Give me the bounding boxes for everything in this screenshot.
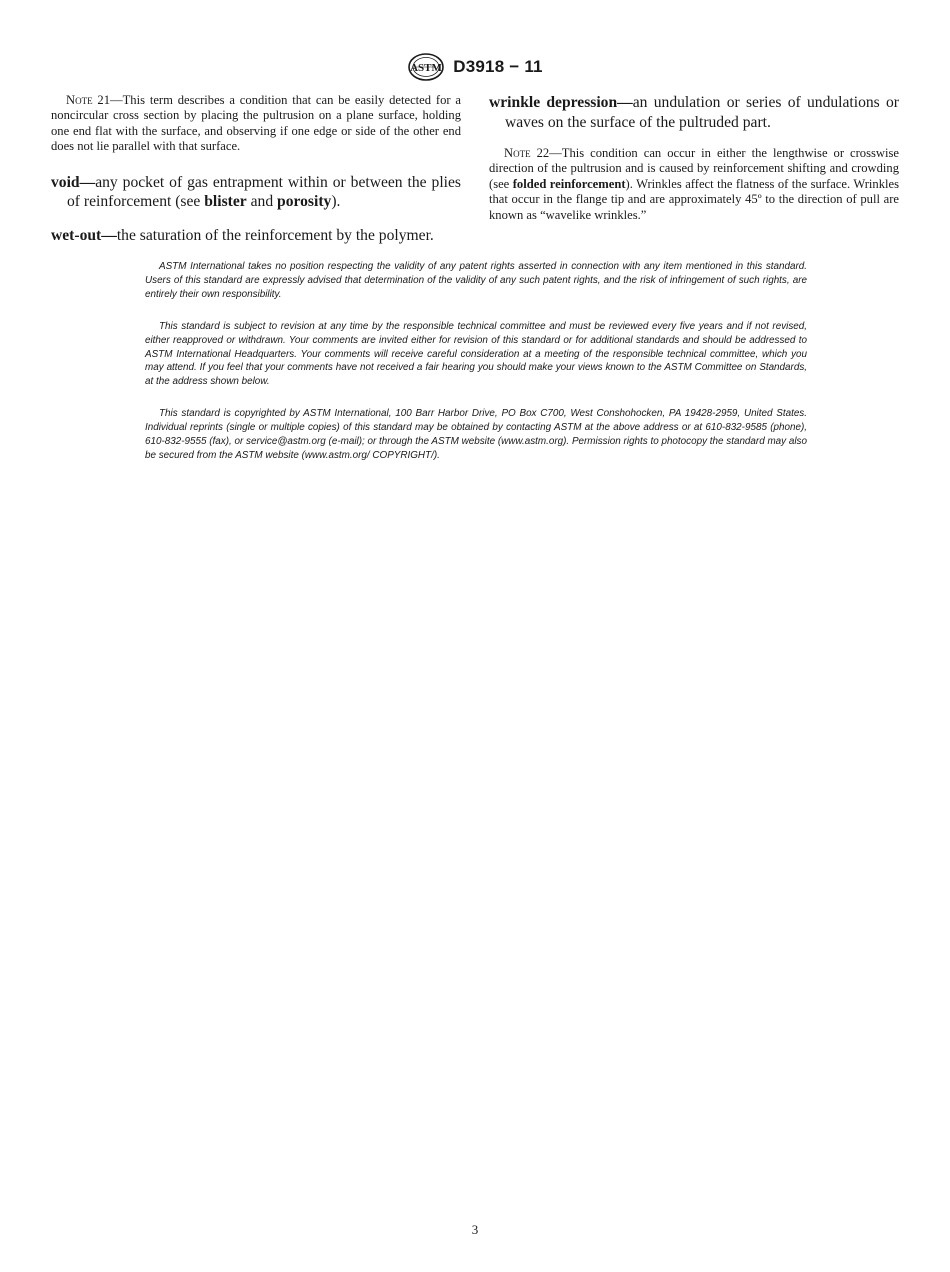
definition-void — [51, 173, 461, 212]
definition-text: an undulation or series of undulations or waves on the surface of the pultruded part. — [505, 94, 899, 131]
term-void: void— — [51, 173, 96, 191]
document-id: D3918 − 11 — [453, 57, 543, 76]
note-label: Note — [504, 146, 531, 160]
definition-text: and — [246, 193, 278, 211]
definition-text: ). — [331, 193, 341, 211]
svg-text:ASTM: ASTM — [410, 62, 443, 74]
term-wet-out: wet-out— — [51, 226, 117, 244]
ref-porosity: porosity — [277, 193, 332, 211]
term-wrinkle-depression: wrinkle depression— — [489, 94, 633, 111]
note-label: Note — [66, 93, 93, 107]
page-header — [0, 52, 950, 82]
note-text: ). Wrinkles affect the flatness of the surface. Wrinkles that occur in the flange tip and are approximately 45º to the direction of pull are known as “wavelike wrinkles.” — [489, 176, 899, 222]
note-21 — [51, 93, 461, 155]
ref-folded-reinforcement: folded reinforcement — [512, 176, 626, 191]
copyright-notice: This standard is copyrighted by ASTM International, 100 Barr Harbor Drive, PO Box C700, West Conshohocken, PA 19428-2959, United States. Individual reprints (single or multiple copies) of this standard may be obtained by contacting ASTM at the above address or at 610-832-9585 (phone), 610-832-9555 (fax), or service@astm.org (e-mail); or through the ASTM website (www.astm.org). Permission rights to photocopy the standard may also be secured from the ASTM website (www.astm.org/ COPYRIGHT/). — [145, 408, 807, 461]
definition-text: any pocket of gas entrapment within or between the plies of reinforcement (see — [67, 173, 461, 211]
right-column — [489, 93, 899, 241]
ref-blister: blister — [204, 193, 247, 211]
left-column — [51, 93, 461, 259]
definition-wet-out — [51, 226, 461, 246]
astm-logo-icon — [407, 52, 445, 82]
definition-text: the saturation of the reinforcement by the polymer. — [116, 226, 434, 244]
revision-notice: This standard is subject to revision at any time by the responsible technical committee and must be reviewed every five years and if not revised, either reapproved or withdrawn. Your comments are invited either for revision of this standard or for additional standards and should be addressed to ASTM International Headquarters. Your comments will receive careful consideration at a meeting of the responsible technical committee, which you may attend. If you feel that your comments have not received a fair hearing you should make your views known to the ASTM Committee on Standards, at the address shown below. — [145, 320, 807, 388]
page-number: 3 — [471, 1222, 479, 1237]
legal-footer — [145, 260, 807, 481]
note-text: 22—This condition can occur in either the lengthwise or crosswise direction of the pultrusion and is caused by reinforcement shifting and crowding (see — [489, 146, 899, 191]
definition-wrinkle-depression — [489, 93, 899, 132]
note-22 — [489, 146, 899, 223]
patent-notice: ASTM International takes no position respecting the validity of any patent rights asserted in connection with any item mentioned in this standard. Users of this standard are expressly advised that determination of the validity of any such patent rights, and the risk of infringement of such rights, are entirely their own responsibility. — [145, 261, 807, 300]
note-text: 21—This term describes a condition that can be easily detected for a noncircular cross section by placing the pultrusion on a plane surface, holding one end flat with the surface, and observing if one edge or side of the other end does not lie parallel with that surface. — [51, 93, 461, 154]
